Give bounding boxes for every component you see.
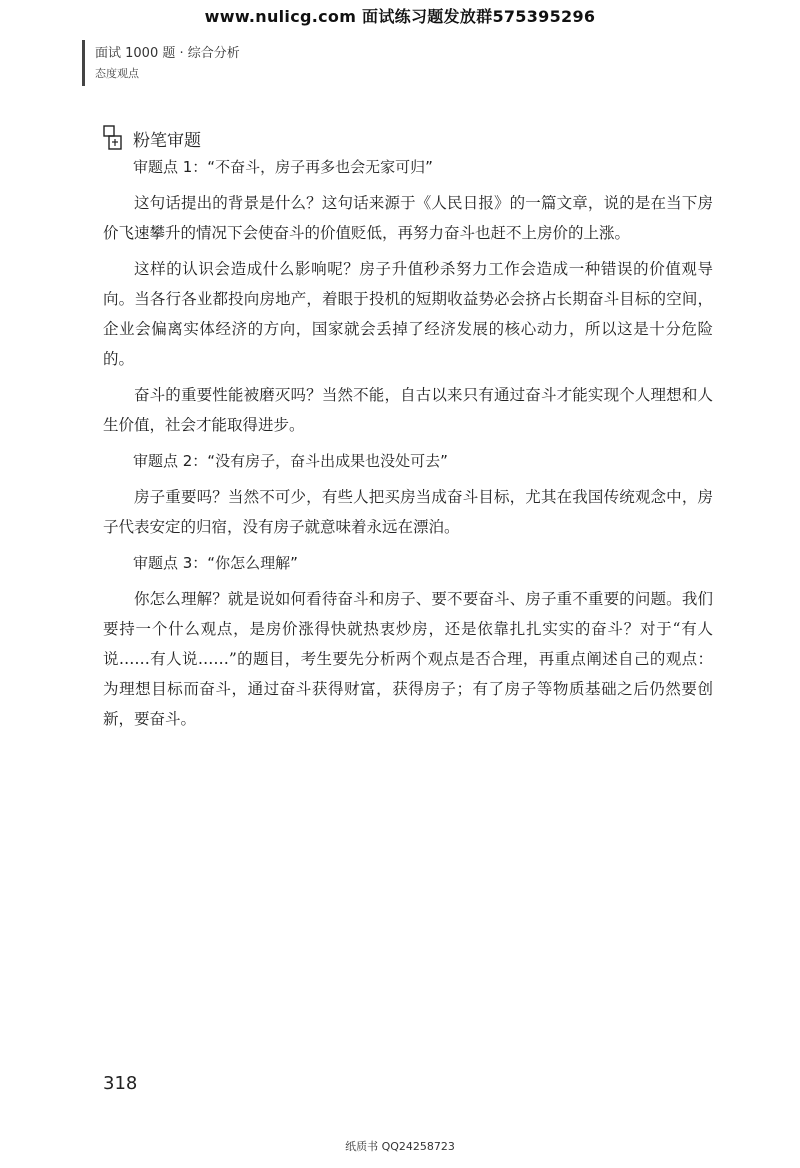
- content-body: [103, 152, 713, 740]
- paragraph: 房子重要吗？当然不可少，有些人把买房当成奋斗目标，尤其在我国传统观念中，房子代表安定的归宿，没有房子就意味着永远在漂泊。: [103, 488, 713, 536]
- review-point-2: 审题点 2：“没有房子，奋斗出成果也没处可去”: [133, 452, 448, 470]
- running-header-title: 面试 1000 题 · 综合分析: [95, 46, 240, 61]
- paragraph: 奋斗的重要性能被磨灭吗？当然不能，自古以来只有通过奋斗才能实现个人理想和人生价值，社会才能取得进步。: [103, 386, 713, 434]
- footer-credit: 纸质书 QQ24258723: [345, 1140, 455, 1153]
- watermark-text: www.nulicg.com 面试练习题发放群575395296: [204, 7, 596, 26]
- paragraph: 你怎么理解？就是说如何看待奋斗和房子、要不要奋斗、房子重不重要的问题。我们要持一个什么观点，是房价涨得快就热衷炒房，还是依靠扎扎实实的奋斗？对于“有人说……有人说……”的题目，考生要先分析两个观点是否合理，再重点阐述自己的观点：为理想目标而奋斗，通过奋斗获得财富，获得房子；有了房子等物质基础之后仍然要创新，要奋斗。: [103, 590, 713, 728]
- section-title: 粉笔审题: [133, 130, 201, 151]
- header-rule: [82, 40, 85, 86]
- paragraph: 这句话提出的背景是什么？这句话来源于《人民日报》的一篇文章，说的是在当下房价飞速攀升的情况下会使奋斗的价值贬低，再努力奋斗也赶不上房价的上涨。: [103, 194, 713, 242]
- review-point-1: 审题点 1：“不奋斗，房子再多也会无家可归”: [133, 158, 433, 176]
- page-number: 318: [103, 1073, 138, 1094]
- paragraph: 这样的认识会造成什么影响呢？房子升值秒杀努力工作会造成一种错误的价值观导向。当各行各业都投向房地产，着眼于投机的短期收益势必会挤占长期奋斗目标的空间，企业会偏离实体经济的方向，国家就会丢掉了经济发展的核心动力，所以这是十分危险的。: [103, 260, 713, 368]
- section-heading: [103, 125, 201, 151]
- running-header-subtitle: 态度观点: [95, 67, 139, 80]
- review-point-3: 审题点 3：“你怎么理解”: [133, 554, 298, 572]
- chalk-icon: [103, 125, 123, 151]
